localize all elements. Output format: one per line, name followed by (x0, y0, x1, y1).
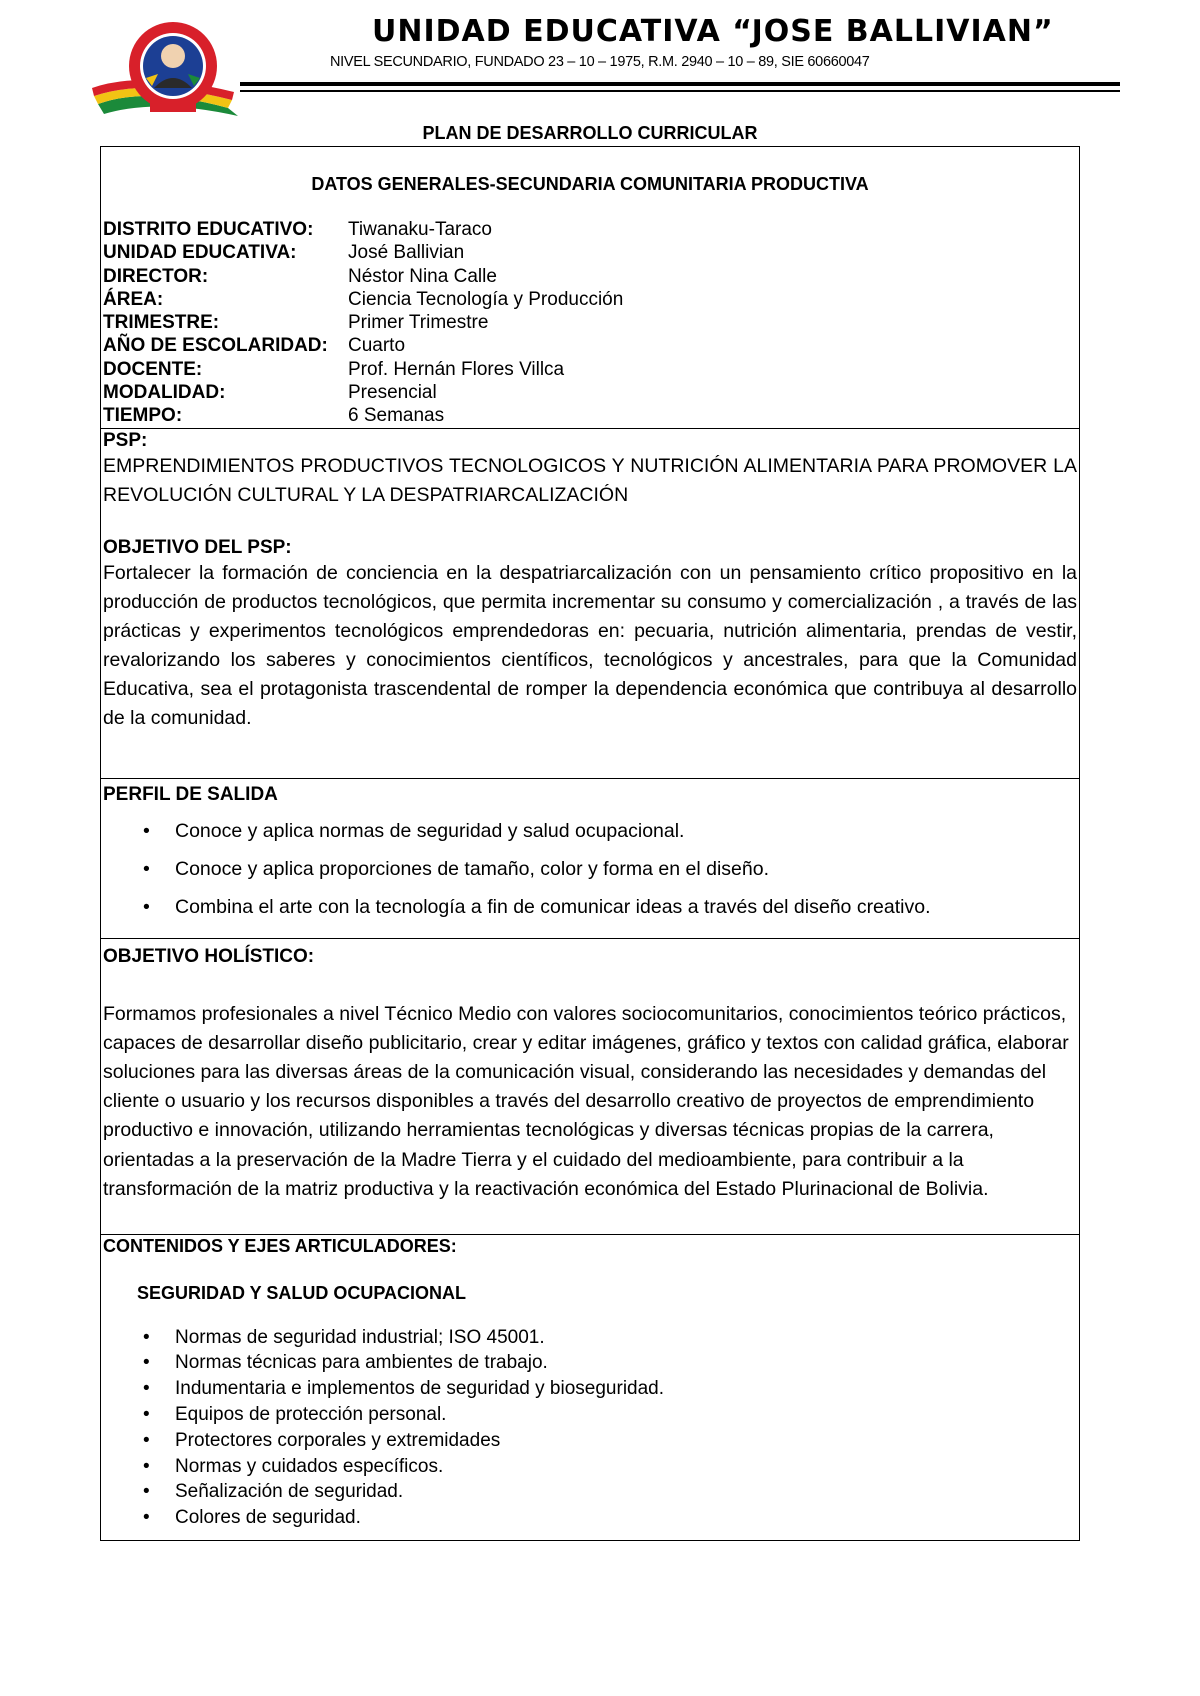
general-data-value: Presencial (348, 382, 437, 404)
general-data-row (101, 147, 1080, 429)
general-data-label: MODALIDAD: (103, 382, 226, 404)
contenidos-item: • Normas de seguridad industrial; ISO 45001. (103, 1325, 1077, 1351)
holistic-label: OBJETIVO HOLÍSTICO: (103, 945, 315, 967)
general-data-label: UNIDAD EDUCATIVA: (103, 242, 297, 264)
general-data-item (103, 218, 1077, 241)
contenidos-label: CONTENIDOS Y EJES ARTICULADORES: (103, 1235, 457, 1256)
perfil-row (101, 778, 1080, 938)
perfil-item: • Combina el arte con la tecnología a fin de comunicar ideas a través del diseño creativo. (103, 888, 1077, 926)
perfil-item: • Conoce y aplica proporciones de tamaño, color y forma en el diseño. (103, 850, 1077, 888)
contenidos-item: • Normas y cuidados específicos. (103, 1454, 1077, 1480)
general-data-list (103, 218, 1077, 428)
general-data-item (103, 404, 1077, 427)
perfil-list (103, 812, 1077, 926)
general-data-label: DOCENTE: (103, 358, 203, 380)
general-data-item (103, 265, 1077, 288)
contenidos-row (101, 1234, 1080, 1540)
document-title: PLAN DE DESARROLLO CURRICULAR (422, 123, 758, 143)
psp-objective-text: Fortalecer la formación de conciencia en la despatriarcalización con un pensamiento crítico propositivo en la producción de productos tecnológicos, que permita incrementar su consumo y comercialización , a través de las prácticas y experimentos tecnológicos emprendedoras en: pecuaria, nutrición alimentaria, prendas de vestir, revalorizando los saberes y conocimientos científicos, tecnológicos y ancestrales, para que la Comunidad Educativa, sea el protagonista trascendental de romper la dependencia económica que contribuya al desarrollo de la comunidad. (103, 561, 1077, 729)
general-data-heading: DATOS GENERALES-SECUNDARIA COMUNITARIA PRODUCTIVA (311, 174, 869, 194)
school-name: UNIDAD EDUCATIVA “JOSE BALLIVIAN” (372, 14, 1054, 49)
general-data-label: TIEMPO: (103, 405, 183, 427)
perfil-item: • Conoce y aplica normas de seguridad y salud ocupacional. (103, 812, 1077, 850)
general-data-value: Tiwanaku-Taraco (348, 219, 492, 240)
header-rule-thin (240, 90, 1120, 92)
general-data-label: ÁREA: (103, 288, 164, 310)
school-subtitle: NIVEL SECUNDARIO, FUNDADO 23 – 10 – 1975, R.M. 2940 – 10 – 89, SIE 60660047 (330, 54, 870, 70)
psp-label: PSP: (103, 429, 148, 451)
contenidos-item: • Protectores corporales y extremidades (103, 1428, 1077, 1454)
contenidos-item: • Colores de seguridad. (103, 1505, 1077, 1531)
general-data-label: TRIMESTRE: (103, 312, 220, 334)
psp-row (101, 428, 1080, 778)
contenidos-subheading: SEGURIDAD Y SALUD OCUPACIONAL (137, 1282, 467, 1303)
general-data-value: Cuarto (348, 335, 406, 357)
general-data-value: Primer Trimestre (348, 312, 489, 334)
contenidos-list (103, 1325, 1077, 1531)
general-data-item (103, 241, 1077, 264)
header-rule (240, 82, 1120, 86)
holistic-text: Formamos profesionales a nivel Técnico Medio con valores sociocomunitarios, conocimientos teórico prácticos, capaces de desarrollar diseño publicitario, crear y editar imágenes, gráfico y textos con calidad gráfica, elaborar soluciones para las diversas áreas de la comunicación visual, considerando las necesidades y demandas del cliente o usuario y los recursos disponibles a través del desarrollo creativo de proyectos de emprendimiento productivo e innovación, utilizando herramientas tecnológicas y diversas técnicas propias de la carrera, orientadas a la preservación de la Madre Tierra y el cuidado del medioambiente, para contribuir a la transformación de la matriz productiva y la reactivación económica del Estado Plurinacional de Bolivia. (103, 1002, 1069, 1200)
general-data-value: Néstor Nina Calle (348, 265, 497, 287)
contenidos-item: • Indumentaria e implementos de seguridad y bioseguridad. (103, 1376, 1077, 1402)
contenidos-item: • Señalización de seguridad. (103, 1479, 1077, 1505)
general-data-item (103, 334, 1077, 357)
general-data-label: DIRECTOR: (103, 265, 209, 287)
general-data-value: 6 Semanas (348, 405, 445, 427)
holistic-row (101, 938, 1080, 1234)
psp-text: EMPRENDIMIENTOS PRODUCTIVOS TECNOLOGICOS Y NUTRICIÓN ALIMENTARIA PARA PROMOVER LA REVOLUCIÓN CULTURAL Y LA DESPATRIARCALIZACIÓN (103, 454, 1077, 506)
general-data-item (103, 358, 1077, 381)
general-data-item (103, 381, 1077, 404)
plan-table (100, 146, 1080, 1541)
contenidos-item: • Normas técnicas para ambientes de trabajo. (103, 1350, 1077, 1376)
general-data-value: Ciencia Tecnología y Producción (348, 288, 624, 310)
perfil-label: PERFIL DE SALIDA (103, 783, 278, 805)
general-data-item (103, 311, 1077, 334)
general-data-value: José Ballivian (348, 242, 465, 264)
general-data-item (103, 288, 1077, 311)
school-logo (88, 16, 258, 126)
general-data-value: Prof. Hernán Flores Villca (348, 358, 565, 380)
psp-objective-label: OBJETIVO DEL PSP: (103, 536, 292, 558)
contenidos-item: • Equipos de protección personal. (103, 1402, 1077, 1428)
general-data-label: DISTRITO EDUCATIVO: (103, 219, 314, 240)
general-data-label: AÑO DE ESCOLARIDAD: (103, 335, 328, 357)
